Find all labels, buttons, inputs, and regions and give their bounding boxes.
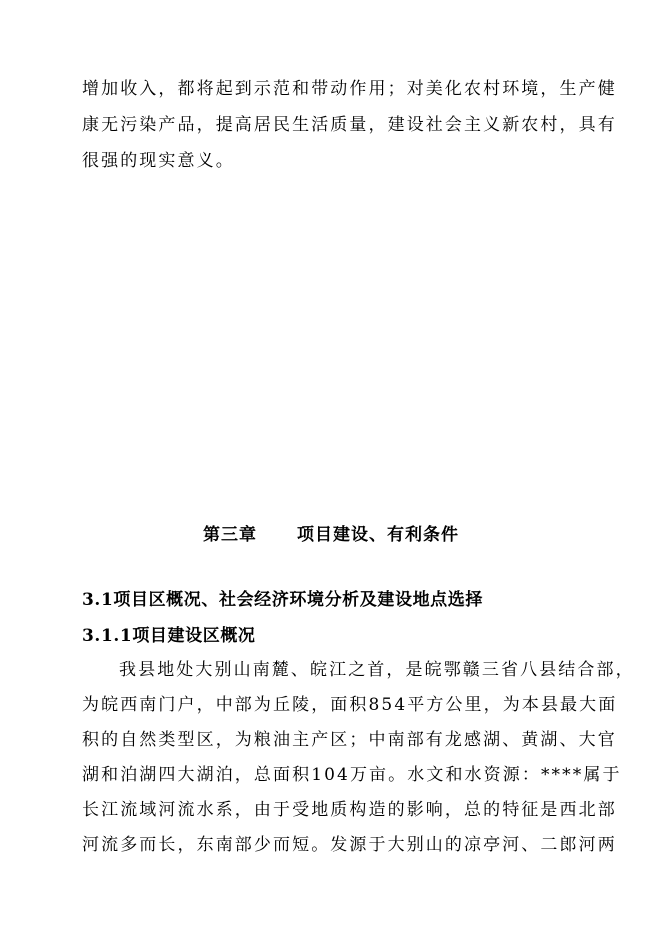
body-line-1: 我县地处大别山南麓、皖江之首，是皖鄂赣三省八县结合部， [119, 660, 635, 680]
body-line-4: 湖和泊湖四大湖泊，总面积104万亩。水文和水资源：****属于 [82, 765, 622, 785]
subsection-heading: 3.1.1项目建设区概况 [82, 626, 256, 646]
chapter-title: 项目建设、有利条件 [297, 525, 459, 545]
intro-line-2: 康无污染产品，提高居民生活质量，建设社会主义新农村，具有 [82, 115, 617, 135]
section-heading: 3.1项目区概况、社会经济环境分析及建设地点选择 [82, 590, 483, 610]
body-line-3: 积的自然类型区，为粮油主产区；中南部有龙感湖、黄湖、大官 [82, 730, 617, 750]
intro-line-3: 很强的现实意义。 [82, 151, 235, 171]
body-line-2: 为皖西南门户，中部为丘陵，面积854平方公里，为本县最大面 [82, 695, 618, 715]
chapter-heading [0, 520, 662, 545]
intro-line-1: 增加收入，都将起到示范和带动作用；对美化农村环境，生产健 [82, 79, 617, 99]
body-line-5: 长江流域河流水系，由于受地质构造的影响，总的特征是西北部 [82, 800, 617, 820]
body-line-6: 河流多而长，东南部少而短。发源于大别山的凉亭河、二郎河两 [82, 835, 617, 855]
chapter-number: 第三章 [203, 525, 257, 545]
